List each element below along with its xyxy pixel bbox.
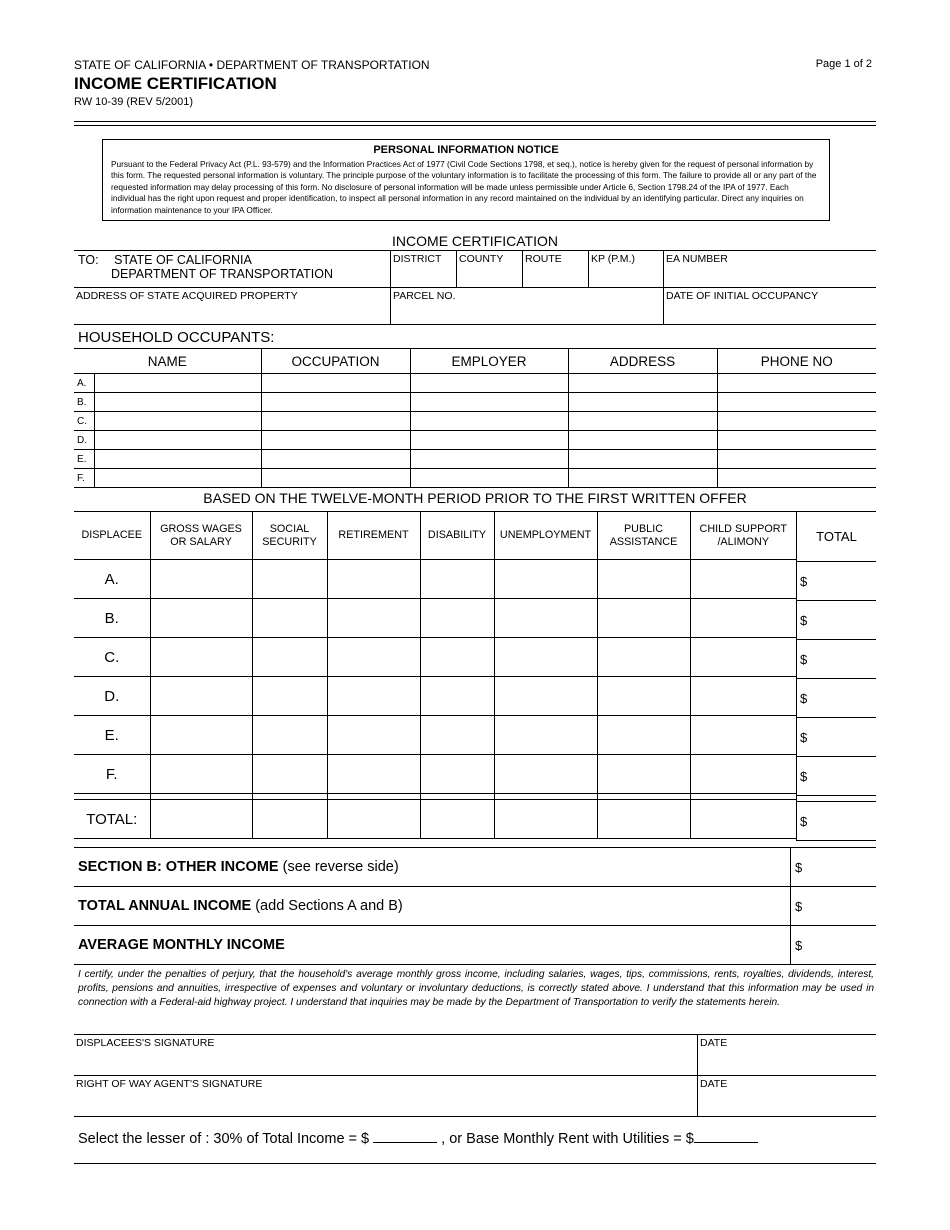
income-disability-cell[interactable]: [420, 755, 494, 794]
certification-statement: I certify, under the penalties of perjury, that the household's average monthly gross income, including salaries, wages, tips, commissions, rents, royalties, dividends, interest, profits, pensions and annuities, irrespective of expenses and voluntary or involuntary deductions, is correctly stated above. I understand that this information may be used in connection with a Federal-aid highway project. I understand that inquiries may be made by the Department of Transportation to verify the statements herein.: [78, 969, 874, 1008]
household-address-cell[interactable]: [568, 393, 717, 412]
household-row-label: B.: [74, 393, 94, 412]
base-rent-blank[interactable]: [694, 1128, 758, 1143]
income-period-title: BASED ON THE TWELVE-MONTH PERIOD PRIOR TO THE FIRST WRITTEN OFFER: [203, 490, 747, 506]
income-retirement-cell[interactable]: [327, 677, 420, 716]
household-phone-cell[interactable]: [717, 374, 876, 393]
income-unemployment-cell[interactable]: [494, 755, 597, 794]
income-total-cell[interactable]: $: [797, 679, 877, 718]
displacee-label: F.: [74, 755, 150, 794]
income-social-security-cell[interactable]: [252, 677, 327, 716]
income-child-support-cell[interactable]: [690, 599, 796, 638]
income-unemployment-cell[interactable]: [494, 677, 597, 716]
col-phone: PHONE NO: [717, 349, 876, 374]
household-row: [74, 469, 876, 488]
monthly-income-label: AVERAGE MONTHLY INCOME: [74, 926, 791, 965]
household-employer-cell[interactable]: [410, 469, 568, 488]
notice-title: PERSONAL INFORMATION NOTICE: [373, 144, 559, 156]
household-employer-cell[interactable]: [410, 393, 568, 412]
household-row-label: F.: [74, 469, 94, 488]
displacee-label: D.: [74, 677, 150, 716]
displacee-signature-field[interactable]: DISPLACEES'S SIGNATURE: [74, 1035, 698, 1076]
total-row: [797, 757, 877, 796]
income-total-cell[interactable]: $: [797, 562, 877, 601]
household-phone-cell[interactable]: [717, 431, 876, 450]
income-row: [74, 638, 796, 677]
income-unemployment-cell[interactable]: [494, 599, 597, 638]
income-total-cell[interactable]: $: [797, 601, 877, 640]
household-row-label: C.: [74, 412, 94, 431]
district-field[interactable]: DISTRICT: [391, 251, 457, 288]
income-social-security-cell[interactable]: [252, 638, 327, 677]
household-name-cell[interactable]: [94, 374, 261, 393]
income-row: [74, 560, 796, 599]
total-row: [797, 640, 877, 679]
section-b-label: SECTION B: OTHER INCOME (see reverse side): [74, 848, 791, 887]
address-grid: [74, 250, 876, 325]
income-social-security-cell[interactable]: [252, 755, 327, 794]
col-total: TOTAL: [797, 512, 877, 562]
income-public-assistance-cell[interactable]: [597, 560, 690, 599]
household-employer-cell[interactable]: [410, 431, 568, 450]
income-gross-wages-cell[interactable]: [150, 716, 252, 755]
col-occupation: OCCUPATION: [261, 349, 410, 374]
thirty-percent-blank[interactable]: [373, 1128, 437, 1143]
household-phone-cell[interactable]: [717, 469, 876, 488]
household-row: [74, 431, 876, 450]
page-number: Page 1 of 2: [815, 58, 872, 70]
income-row: [74, 716, 796, 755]
household-employer-cell[interactable]: [410, 374, 568, 393]
income-gross-wages-cell[interactable]: [150, 599, 252, 638]
section-b-amount[interactable]: $: [791, 848, 877, 887]
col-social-security: SOCIAL SECURITY: [252, 512, 327, 560]
household-employer-cell[interactable]: [410, 412, 568, 431]
household-row: [74, 393, 876, 412]
household-row: [74, 374, 876, 393]
rent-prefix: Select the lesser of : 30% of Total Income = $: [78, 1131, 370, 1147]
displacee-date-field[interactable]: DATE: [698, 1035, 877, 1076]
income-social-security-cell[interactable]: [252, 560, 327, 599]
income-child-support-cell[interactable]: [690, 716, 796, 755]
income-total-cell[interactable]: $: [797, 802, 877, 841]
household-name-cell[interactable]: [94, 431, 261, 450]
income-unemployment-cell[interactable]: [494, 638, 597, 677]
household-address-cell[interactable]: [568, 469, 717, 488]
privacy-notice: [102, 139, 830, 221]
displacee-label: A.: [74, 560, 150, 599]
household-phone-cell[interactable]: [717, 412, 876, 431]
agency-name: STATE OF CALIFORNIA • DEPARTMENT OF TRANSPORTATION: [74, 58, 430, 72]
col-public-assistance: PUBLIC ASSISTANCE: [597, 512, 690, 560]
col-unemployment: UNEMPLOYMENT: [494, 512, 597, 560]
col-displacee: DISPLACEE: [74, 512, 150, 560]
displacee-label: B.: [74, 599, 150, 638]
income-child-support-cell[interactable]: [690, 560, 796, 599]
income-total-column: [796, 511, 876, 841]
ea-number-field[interactable]: EA NUMBER: [664, 251, 877, 288]
total-row: [797, 562, 877, 601]
form-title: INCOME CERTIFICATION: [74, 74, 277, 93]
income-retirement-cell[interactable]: [327, 800, 420, 839]
displacee-label: C.: [74, 638, 150, 677]
parcel-number-field[interactable]: PARCEL NO.: [391, 288, 664, 325]
notice-text: Pursuant to the Federal Privacy Act (P.L. 93-579) and the Information Practices Act of 1977 (Civil Code Sections 1798, et seq.), notice is hereby given for the request of personal information by this form. The requested personal information is voluntary. The principle purpose of the voluntary information is to facilitate the processing of this form. The failure to provide all or any part of the requested information may delay processing of this form. No disclosure of personal information will be made unless permissible under Article 6, Section 1798.24 of the IPA of 1977. Each individual has the right upon request and proper identification, to inspect all personal information in any record maintained on the individual by an identifying particular. Direct any inquiries on information maintenance to your IPA Officer.: [111, 159, 817, 215]
income-gross-wages-cell[interactable]: [150, 638, 252, 677]
monthly-income-amount[interactable]: $: [791, 926, 877, 965]
income-retirement-cell[interactable]: [327, 716, 420, 755]
total-row: [797, 679, 877, 718]
income-total-cell[interactable]: $: [797, 718, 877, 757]
household-row-label: A.: [74, 374, 94, 393]
household-occupation-cell[interactable]: [261, 393, 410, 412]
household-occupation-cell[interactable]: [261, 450, 410, 469]
household-address-cell[interactable]: [568, 374, 717, 393]
income-unemployment-cell[interactable]: [494, 560, 597, 599]
rent-selection-line: [78, 1128, 758, 1147]
income-gross-wages-cell[interactable]: [150, 800, 252, 839]
property-address-field[interactable]: ADDRESS OF STATE ACQUIRED PROPERTY: [74, 288, 391, 325]
header-divider: [74, 121, 876, 126]
household-phone-cell[interactable]: [717, 450, 876, 469]
col-disability: DISABILITY: [420, 512, 494, 560]
household-row-label: D.: [74, 431, 94, 450]
col-child-support: CHILD SUPPORT /ALIMONY: [690, 512, 796, 560]
income-public-assistance-cell[interactable]: [597, 800, 690, 839]
form-number: RW 10-39 (REV 5/2001): [74, 96, 194, 108]
household-name-cell[interactable]: [94, 393, 261, 412]
income-row: [74, 599, 796, 638]
annual-income-label: TOTAL ANNUAL INCOME (add Sections A and B): [74, 887, 791, 926]
to-cell: [74, 251, 391, 288]
income-social-security-cell[interactable]: [252, 716, 327, 755]
income-row: [74, 677, 796, 716]
income-child-support-cell[interactable]: [690, 755, 796, 794]
household-title: HOUSEHOLD OCCUPANTS:: [78, 329, 275, 346]
col-address: ADDRESS: [568, 349, 717, 374]
income-disability-cell[interactable]: [420, 800, 494, 839]
occupancy-date-field[interactable]: DATE OF INITIAL OCCUPANCY: [664, 288, 877, 325]
displacee-label: TOTAL:: [74, 800, 150, 839]
income-child-support-cell[interactable]: [690, 638, 796, 677]
income-unemployment-cell[interactable]: [494, 800, 597, 839]
household-occupation-cell[interactable]: [261, 412, 410, 431]
income-row: [74, 755, 796, 794]
col-gross-wages: GROSS WAGES OR SALARY: [150, 512, 252, 560]
household-occupation-cell[interactable]: [261, 431, 410, 450]
household-address-cell[interactable]: [568, 450, 717, 469]
income-public-assistance-cell[interactable]: [597, 638, 690, 677]
income-retirement-cell[interactable]: [327, 599, 420, 638]
total-row-total: [797, 802, 877, 841]
income-retirement-cell[interactable]: [327, 755, 420, 794]
household-row: [74, 412, 876, 431]
income-social-security-cell[interactable]: [252, 800, 327, 839]
footer-rule: [74, 1163, 876, 1164]
household-row-label: E.: [74, 450, 94, 469]
income-disability-cell[interactable]: [420, 599, 494, 638]
income-retirement-cell[interactable]: [327, 638, 420, 677]
route-field[interactable]: ROUTE: [523, 251, 589, 288]
county-field[interactable]: COUNTY: [457, 251, 523, 288]
income-gross-wages-cell[interactable]: [150, 677, 252, 716]
income-public-assistance-cell[interactable]: [597, 599, 690, 638]
rent-middle: , or Base Monthly Rent with Utilities = $: [437, 1131, 694, 1147]
income-disability-cell[interactable]: [420, 560, 494, 599]
col-retirement: RETIREMENT: [327, 512, 420, 560]
income-unemployment-cell[interactable]: [494, 716, 597, 755]
household-row: [74, 450, 876, 469]
col-name: NAME: [74, 349, 261, 374]
income-summary: [74, 847, 876, 965]
income-gross-wages-cell[interactable]: [150, 755, 252, 794]
income-row-total: [74, 800, 796, 839]
agent-signature-field[interactable]: RIGHT OF WAY AGENT'S SIGNATURE: [74, 1076, 698, 1117]
household-occupation-cell[interactable]: [261, 469, 410, 488]
income-public-assistance-cell[interactable]: [597, 677, 690, 716]
income-total-cell[interactable]: $: [797, 757, 877, 796]
total-row: [797, 601, 877, 640]
displacee-label: E.: [74, 716, 150, 755]
agent-date-field[interactable]: DATE: [698, 1076, 877, 1117]
income-disability-cell[interactable]: [420, 716, 494, 755]
household-occupation-cell[interactable]: [261, 374, 410, 393]
kp-field[interactable]: KP (P.M.): [589, 251, 664, 288]
to-line2: DEPARTMENT OF TRANSPORTATION: [111, 267, 334, 281]
income-table: [74, 511, 796, 839]
household-employer-cell[interactable]: [410, 450, 568, 469]
income-gross-wages-cell[interactable]: [150, 560, 252, 599]
household-address-cell[interactable]: [568, 412, 717, 431]
total-row: [797, 718, 877, 757]
income-child-support-cell[interactable]: [690, 677, 796, 716]
income-child-support-cell[interactable]: [690, 800, 796, 839]
income-public-assistance-cell[interactable]: [597, 755, 690, 794]
to-label: TO:: [78, 253, 99, 267]
section-title: INCOME CERTIFICATION: [392, 233, 558, 249]
household-phone-cell[interactable]: [717, 393, 876, 412]
household-address-cell[interactable]: [568, 431, 717, 450]
income-total-cell[interactable]: $: [797, 640, 877, 679]
household-table: [74, 348, 876, 488]
income-disability-cell[interactable]: [420, 677, 494, 716]
income-public-assistance-cell[interactable]: [597, 716, 690, 755]
income-disability-cell[interactable]: [420, 638, 494, 677]
col-employer: EMPLOYER: [410, 349, 568, 374]
income-retirement-cell[interactable]: [327, 560, 420, 599]
household-name-cell[interactable]: [94, 469, 261, 488]
household-name-cell[interactable]: [94, 412, 261, 431]
income-social-security-cell[interactable]: [252, 599, 327, 638]
household-name-cell[interactable]: [94, 450, 261, 469]
to-line1: STATE OF CALIFORNIA: [114, 253, 252, 267]
signature-block: [74, 1034, 876, 1117]
annual-income-amount[interactable]: $: [791, 887, 877, 926]
